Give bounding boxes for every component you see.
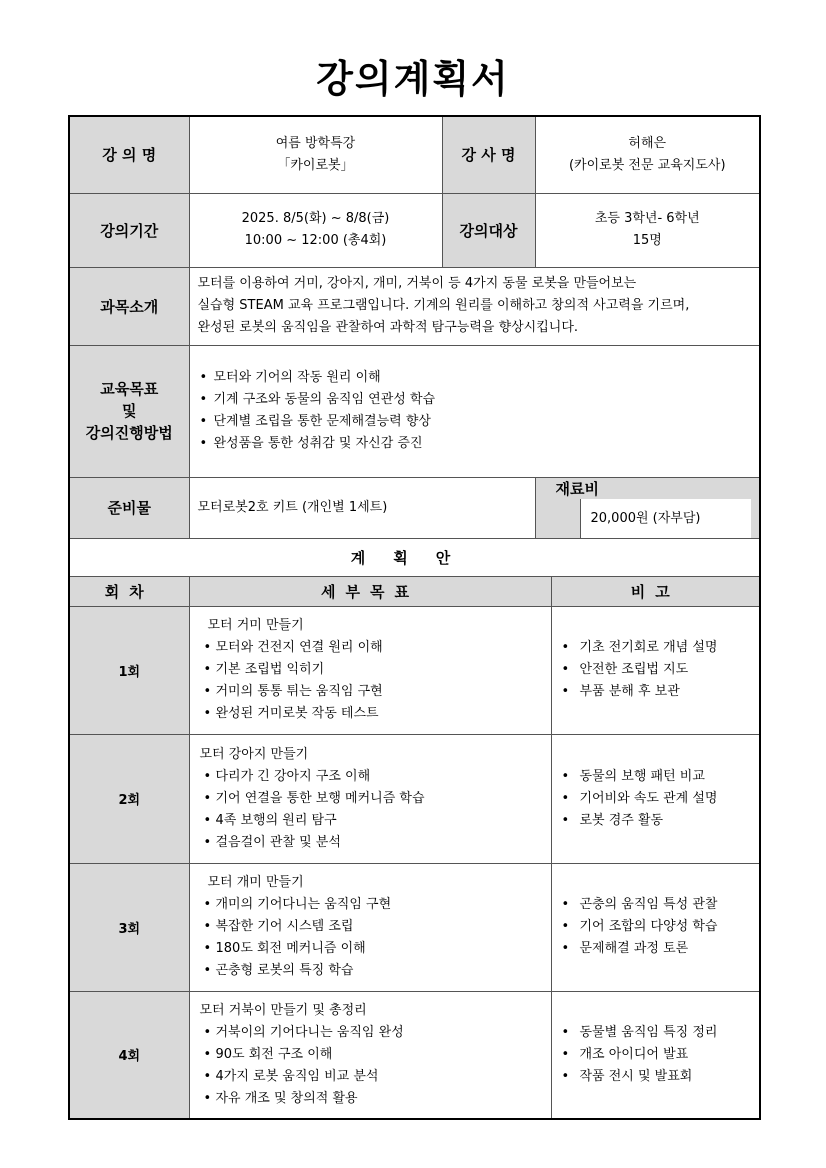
intro-line: 모터를 이용하여 거미, 강아지, 개미, 거북이 등 4가지 동물 로봇을 만들어보는 xyxy=(197,276,637,291)
goals-list-cell xyxy=(189,345,760,477)
session-item: • 완성된 거미로봇 작동 테스트 xyxy=(216,703,541,725)
session-label: 4회 xyxy=(69,991,189,1119)
session-row xyxy=(69,606,760,734)
session-label: 1회 xyxy=(69,606,189,734)
session-note: • 기어 조합의 다양성 학습 xyxy=(580,916,760,938)
period-line1: 2025. 8/5(화) ~ 8/8(금) xyxy=(241,211,390,226)
session-title: 모터 강아지 만들기 xyxy=(199,746,309,762)
session-detail xyxy=(189,991,551,1119)
plan-heading: 계획안 xyxy=(69,538,760,576)
session-title: 모터 개미 만들기 xyxy=(207,875,304,890)
period-row xyxy=(69,193,760,267)
session-note-list xyxy=(552,766,760,832)
session-note: • 곤충의 움직임 특성 관찰 xyxy=(580,894,760,916)
col-note-header: 비고 xyxy=(551,576,760,606)
col-detail-header: 세부목표 xyxy=(189,576,551,606)
course-plan-table xyxy=(68,115,761,1120)
session-note: • 기어비와 속도 관계 설명 xyxy=(580,788,760,810)
session-notes xyxy=(551,734,760,863)
period-value xyxy=(189,193,442,267)
plan-heading-row xyxy=(69,538,760,576)
course-name-line1: 여름 방학특강 xyxy=(275,135,356,151)
intro-text xyxy=(189,267,760,345)
session-item: • 다리가 긴 강아지 구조 이해 xyxy=(216,766,541,788)
fee-value: 20,000원 (자부담) xyxy=(580,499,751,538)
goals-label-line3: 강의진행방법 xyxy=(85,424,173,442)
col-session-header: 회차 xyxy=(69,576,189,606)
session-note: • 동물별 움직임 특징 정리 xyxy=(580,1022,760,1044)
session-notes xyxy=(551,863,760,991)
session-note: • 안전한 조립법 지도 xyxy=(580,659,760,681)
intro-line: 완성된 로봇의 움직임을 관찰하여 과학적 탐구능력을 향상시킵니다. xyxy=(197,320,579,335)
instructor-line2: (카이로봇 전문 교육지도사) xyxy=(568,157,726,173)
document-title: 강의계획서 xyxy=(316,57,510,101)
session-item: • 거북이의 기어다니는 움직임 완성 xyxy=(216,1022,541,1044)
session-items xyxy=(200,766,541,854)
session-note-list xyxy=(552,637,760,703)
session-note: • 동물의 보행 패턴 비교 xyxy=(580,766,760,788)
session-title: 모터 거북이 만들기 및 총정리 xyxy=(199,1002,367,1018)
goals-list xyxy=(190,367,760,455)
session-detail xyxy=(189,606,551,734)
target-line2: 15명 xyxy=(632,233,662,248)
session-item: • 곤충형 로봇의 특징 학습 xyxy=(216,960,541,982)
session-note: • 작품 전시 및 발표회 xyxy=(580,1066,760,1088)
goal-item: • 단계별 조립을 통한 문제해결능력 향상 xyxy=(214,411,760,433)
session-items xyxy=(200,1022,541,1110)
goals-label xyxy=(69,345,189,477)
session-item: • 4가지 로봇 움직임 비교 분석 xyxy=(216,1066,541,1088)
plan-column-header xyxy=(69,576,760,606)
fee-label-text: 재료비 xyxy=(555,479,599,498)
session-row xyxy=(69,734,760,863)
session-item: • 기본 조립법 익히기 xyxy=(216,659,541,681)
session-notes xyxy=(551,991,760,1119)
session-row xyxy=(69,991,760,1119)
session-item: • 4족 보행의 원리 탐구 xyxy=(216,810,541,832)
session-row xyxy=(69,863,760,991)
session-note: • 부품 분해 후 보관 xyxy=(580,681,760,703)
session-item: • 자유 개조 및 창의적 활용 xyxy=(216,1088,541,1110)
session-item: • 복잡한 기어 시스템 조립 xyxy=(216,916,541,938)
course-label: 강 의 명 xyxy=(69,116,189,193)
session-label: 2회 xyxy=(69,734,189,863)
instructor-label: 강 사 명 xyxy=(442,116,535,193)
goals-label-line2: 및 xyxy=(122,402,137,420)
session-item: • 180도 회전 메커니즘 이해 xyxy=(216,938,541,960)
target-line1: 초등 3학년- 6학년 xyxy=(594,211,700,226)
session-note: • 로봇 경주 활동 xyxy=(580,810,760,832)
materials-label: 준비물 xyxy=(69,477,189,538)
intro-label: 과목소개 xyxy=(69,267,189,345)
session-item: • 기어 연결을 통한 보행 메커니즘 학습 xyxy=(216,788,541,810)
goals-label-line1: 교육목표 xyxy=(100,380,159,398)
session-note-list xyxy=(552,894,760,960)
goals-row xyxy=(69,345,760,477)
session-note: • 기초 전기회로 개념 설명 xyxy=(580,637,760,659)
instructor-line1: 허해은 xyxy=(628,135,667,151)
goal-item: • 모터와 기어의 작동 원리 이해 xyxy=(214,367,760,389)
intro-line: 실습형 STEAM 교육 프로그램입니다. 기계의 원리를 이해하고 창의적 사고력을 기르며, xyxy=(197,298,690,313)
target-label: 강의대상 xyxy=(442,193,535,267)
session-item: • 90도 회전 구조 이해 xyxy=(216,1044,541,1066)
target-value xyxy=(535,193,760,267)
goal-item: • 기계 구조와 동물의 움직임 연관성 학습 xyxy=(214,389,760,411)
session-notes xyxy=(551,606,760,734)
session-item: • 개미의 기어다니는 움직임 구현 xyxy=(216,894,541,916)
period-line2: 10:00 ~ 12:00 (총4회) xyxy=(244,233,387,248)
session-title: 모터 거미 만들기 xyxy=(207,618,304,633)
materials-value: 모터로봇2호 키트 (개인별 1세트) xyxy=(189,477,535,538)
session-detail xyxy=(189,734,551,863)
instructor-name xyxy=(535,116,760,193)
session-item: • 거미의 통통 튀는 움직임 구현 xyxy=(216,681,541,703)
session-items xyxy=(200,894,541,982)
session-detail xyxy=(189,863,551,991)
session-item: • 모터와 건전지 연결 원리 이해 xyxy=(216,637,541,659)
course-name-line2: 「카이로봇」 xyxy=(277,157,354,173)
fee-label xyxy=(535,477,760,538)
session-note: • 문제해결 과정 토론 xyxy=(580,938,760,960)
session-note-list xyxy=(552,1022,760,1088)
session-label: 3회 xyxy=(69,863,189,991)
materials-row xyxy=(69,477,760,538)
period-label: 강의기간 xyxy=(69,193,189,267)
session-items xyxy=(200,637,541,725)
session-item: • 걸음걸이 관찰 및 분석 xyxy=(216,832,541,854)
goal-item: • 완성품을 통한 성취감 및 자신감 증진 xyxy=(214,433,760,455)
intro-row xyxy=(69,267,760,345)
course-name xyxy=(189,116,442,193)
session-note: • 개조 아이디어 발표 xyxy=(580,1044,760,1066)
course-row xyxy=(69,116,760,193)
